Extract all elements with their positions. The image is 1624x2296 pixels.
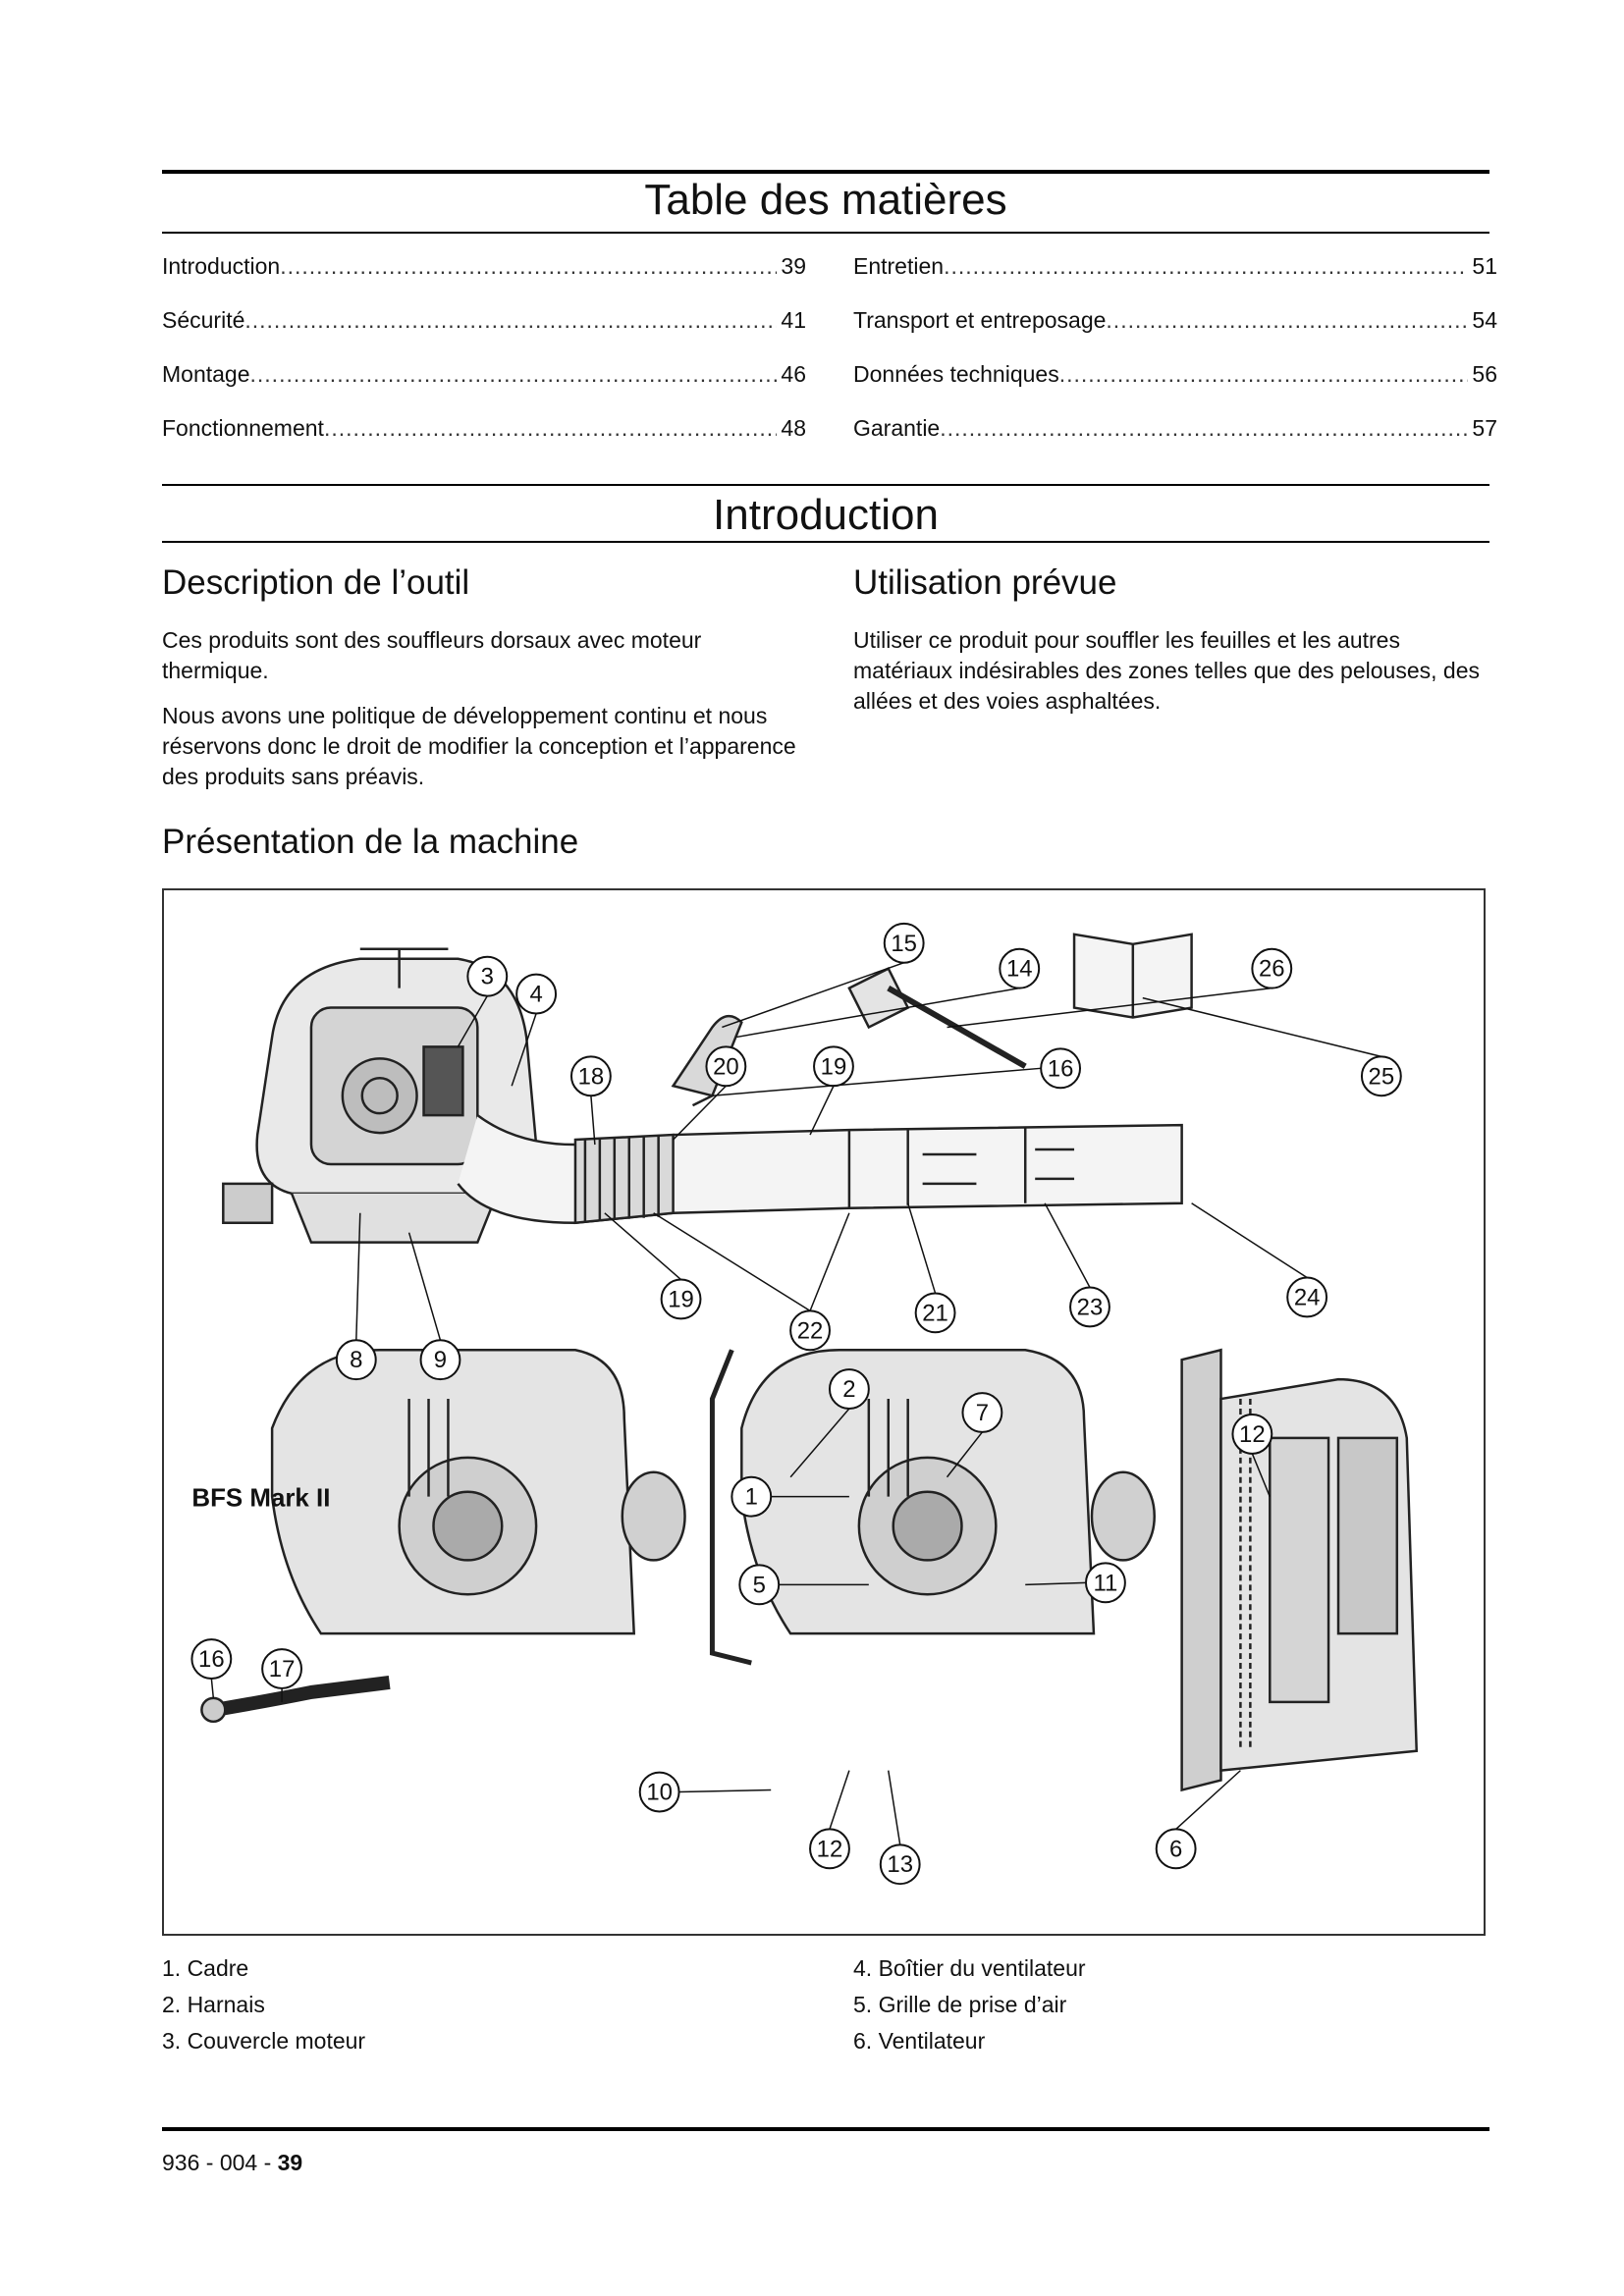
toc-entry-introduction[interactable]: Introduction ..... 39 <box>162 253 806 307</box>
callout-20 <box>706 1046 745 1086</box>
toc-entry-montage[interactable]: Montage ..... 46 <box>162 361 806 415</box>
svg-text:23: 23 <box>1076 1294 1104 1321</box>
engine-bottom-right <box>1182 1350 1417 1789</box>
callout-1 <box>731 1477 771 1517</box>
description-heading: Description de l’outil <box>162 563 470 602</box>
svg-text:12: 12 <box>1239 1420 1266 1448</box>
svg-text:6: 6 <box>1169 1836 1183 1863</box>
callout-16-top <box>1041 1048 1080 1088</box>
callout-15 <box>885 924 924 963</box>
svg-text:16: 16 <box>198 1646 225 1674</box>
doc-number: 936 - 004 - <box>162 2150 278 2175</box>
callout-19-top <box>814 1046 853 1086</box>
legend-item: 1. Cadre <box>162 1955 249 1981</box>
svg-text:25: 25 <box>1368 1063 1395 1091</box>
callout-9 <box>421 1340 460 1379</box>
svg-text:19: 19 <box>820 1053 847 1081</box>
callout-12-right <box>1232 1415 1272 1454</box>
legend-item: 3. Couvercle moteur <box>162 2028 366 2054</box>
callout-10 <box>640 1773 679 1812</box>
svg-text:16: 16 <box>1047 1055 1074 1083</box>
svg-text:19: 19 <box>668 1286 694 1313</box>
toc-title: Table des matières <box>644 176 1007 224</box>
svg-text:11: 11 <box>1093 1570 1118 1597</box>
svg-text:26: 26 <box>1258 955 1285 983</box>
svg-text:4: 4 <box>529 981 543 1008</box>
legend-left <box>162 1950 790 2059</box>
legend-right <box>853 1950 1482 2059</box>
callout-4 <box>516 975 556 1014</box>
toc-left-column <box>162 253 806 469</box>
tool-wrench <box>849 969 1025 1067</box>
callout-22 <box>790 1310 830 1350</box>
svg-text:14: 14 <box>1005 955 1033 983</box>
usage-heading: Utilisation prévue <box>853 563 1117 602</box>
blower-tube <box>458 1115 1181 1223</box>
callout-2 <box>830 1369 869 1409</box>
toc-right-column <box>853 253 1497 469</box>
svg-text:2: 2 <box>842 1376 856 1404</box>
page-number: 39 <box>277 2150 303 2175</box>
svg-text:1: 1 <box>744 1483 758 1511</box>
callout-17 <box>262 1649 301 1688</box>
callout-19-bottom <box>662 1280 701 1319</box>
callout-3 <box>467 957 507 996</box>
svg-text:13: 13 <box>887 1851 914 1879</box>
intro-top-rule <box>162 484 1489 486</box>
model-label: BFS Mark II <box>191 1484 331 1513</box>
callout-5 <box>739 1565 779 1604</box>
svg-text:18: 18 <box>577 1063 605 1091</box>
callout-14 <box>1000 949 1039 988</box>
callout-18 <box>571 1056 611 1095</box>
svg-text:20: 20 <box>713 1053 739 1081</box>
svg-text:12: 12 <box>816 1836 843 1863</box>
callout-7 <box>962 1393 1001 1432</box>
footer <box>162 2150 302 2176</box>
svg-text:8: 8 <box>350 1347 363 1374</box>
svg-text:10: 10 <box>646 1779 673 1806</box>
legend-item: 6. Ventilateur <box>853 2028 986 2054</box>
toc-entry-donnees-techniques[interactable]: Données techniques ..... 56 <box>853 361 1497 415</box>
intro-title: Introduction <box>713 491 939 539</box>
svg-text:3: 3 <box>480 963 494 990</box>
svg-text:5: 5 <box>752 1572 766 1599</box>
svg-text:17: 17 <box>268 1655 296 1682</box>
svg-text:7: 7 <box>975 1399 990 1426</box>
callout-12-bottom <box>810 1829 849 1868</box>
toc-entry-garantie[interactable]: Garantie ..... 57 <box>853 415 1497 469</box>
callout-16-bottom <box>191 1639 231 1679</box>
callout-8 <box>337 1340 376 1379</box>
footer-rule <box>162 2127 1489 2131</box>
toc-entry-transport[interactable]: Transport et entreposage ..... 54 <box>853 307 1497 361</box>
callout-11 <box>1086 1563 1125 1602</box>
callout-23 <box>1070 1287 1110 1326</box>
toc-top-rule <box>162 170 1489 174</box>
svg-text:9: 9 <box>433 1347 448 1374</box>
svg-text:24: 24 <box>1293 1284 1321 1311</box>
legend-item: 2. Harnais <box>162 1992 265 2017</box>
legend-item: 4. Boîtier du ventilateur <box>853 1955 1086 1981</box>
machine-illustration <box>162 888 1486 1936</box>
legend-item: 5. Grille de prise d’air <box>853 1992 1067 2017</box>
machine-heading: Présentation de la machine <box>162 823 579 861</box>
usage-paragraph: Utiliser ce produit pour souffler les feuilles et les autres matériaux indésirables des zones telles que des pelouses, des allées et des voies asphaltées. <box>853 627 1480 714</box>
description-paragraph-1: Ces produits sont des souffleurs dorsaux avec moteur thermique. <box>162 627 702 683</box>
toc-entry-securite[interactable]: Sécurité ..... 41 <box>162 307 806 361</box>
callout-25 <box>1362 1056 1401 1095</box>
toc-bottom-rule <box>162 232 1489 234</box>
callout-24 <box>1287 1278 1326 1317</box>
description-paragraph-2: Nous avons une politique de développement continu et nous réservons donc le droit de modifier la conception et l’apparence des produits sans préavis. <box>162 703 796 789</box>
callout-26 <box>1252 949 1291 988</box>
callout-21 <box>916 1293 955 1332</box>
svg-text:15: 15 <box>891 930 917 957</box>
svg-text:21: 21 <box>922 1300 948 1327</box>
callout-6 <box>1157 1829 1196 1868</box>
toc-entry-fonctionnement[interactable]: Fonctionnement ..... 48 <box>162 415 806 469</box>
toc-entry-entretien[interactable]: Entretien ..... 51 <box>853 253 1497 307</box>
callout-13 <box>881 1844 920 1884</box>
engine-bottom-middle <box>712 1350 1154 1663</box>
svg-text:22: 22 <box>796 1317 824 1345</box>
intro-bottom-rule <box>162 541 1489 543</box>
